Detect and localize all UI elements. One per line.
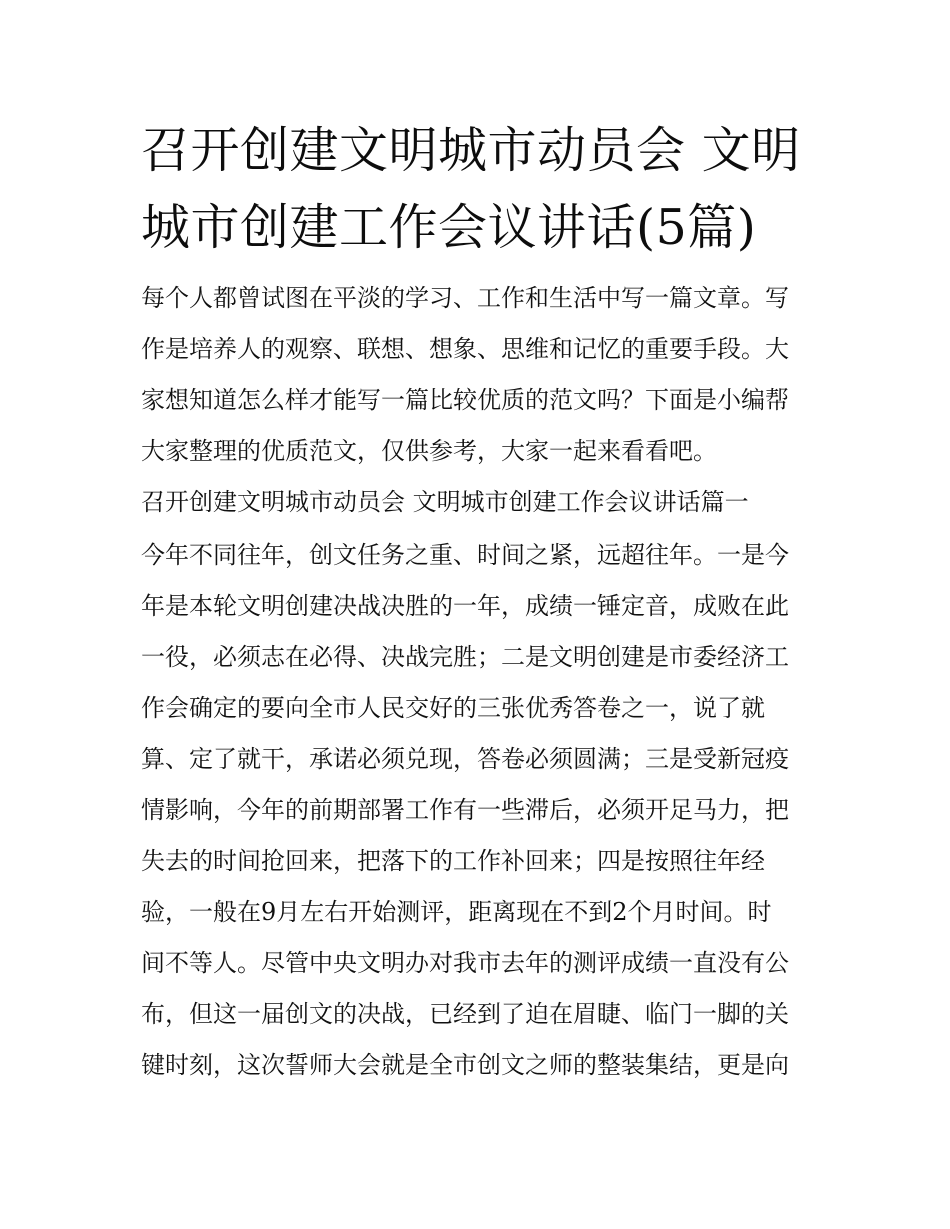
intro-paragraph <box>141 273 821 477</box>
intro-line: 家想知道怎么样才能写一篇比较优质的范文吗？下面是小编帮 <box>141 386 789 414</box>
title-line-1: 召开创建文明城市动员会 文明 <box>141 122 801 179</box>
intro-line: 大家整理的优质范文，仅供参考，大家一起来看看吧。 <box>141 437 717 465</box>
section-line: 算、定了就干，承诺必须兑现，答卷必须圆满；三是受新冠疫 <box>141 745 789 773</box>
section-line: 验，一般在9月左右开始测评，距离现在不到2个月时间。时 <box>141 898 772 926</box>
section-line: 间不等人。尽管中央文明办对我市去年的测评成绩一直没有公 <box>141 949 789 977</box>
section-heading: 召开创建文明城市动员会 文明城市创建工作会议讲话篇一 <box>141 488 749 516</box>
section-line: 作会确定的要向全市人民交好的三张优秀答卷之一，说了就 <box>141 694 765 722</box>
intro-line: 作是培养人的观察、联想、想象、思维和记忆的重要手段。大 <box>141 335 789 363</box>
section-line: 键时刻，这次誓师大会就是全市创文之师的整装集结，更是向 <box>141 1051 789 1079</box>
section-line: 情影响，今年的前期部署工作有一些滞后，必须开足马力，把 <box>141 796 789 824</box>
section-line: 年是本轮文明创建决战决胜的一年，成绩一锤定音，成败在此 <box>141 592 789 620</box>
section-line: 一役，必须志在必得、决战完胜；二是文明创建是市委经济工 <box>141 643 789 671</box>
title-line-2: 城市创建工作会议讲话(5篇) <box>141 199 757 256</box>
document-title <box>141 112 821 266</box>
section-line: 布，但这一届创文的决战，已经到了迫在眉睫、临门一脚的关 <box>141 1000 789 1028</box>
section-line: 今年不同往年，创文任务之重、时间之紧，远超往年。一是今 <box>141 541 789 569</box>
section-line: 失去的时间抢回来，把落下的工作补回来；四是按照往年经 <box>141 847 765 875</box>
section-paragraph <box>141 530 821 1091</box>
intro-line: 每个人都曾试图在平淡的学习、工作和生活中写一篇文章。写 <box>141 284 789 312</box>
